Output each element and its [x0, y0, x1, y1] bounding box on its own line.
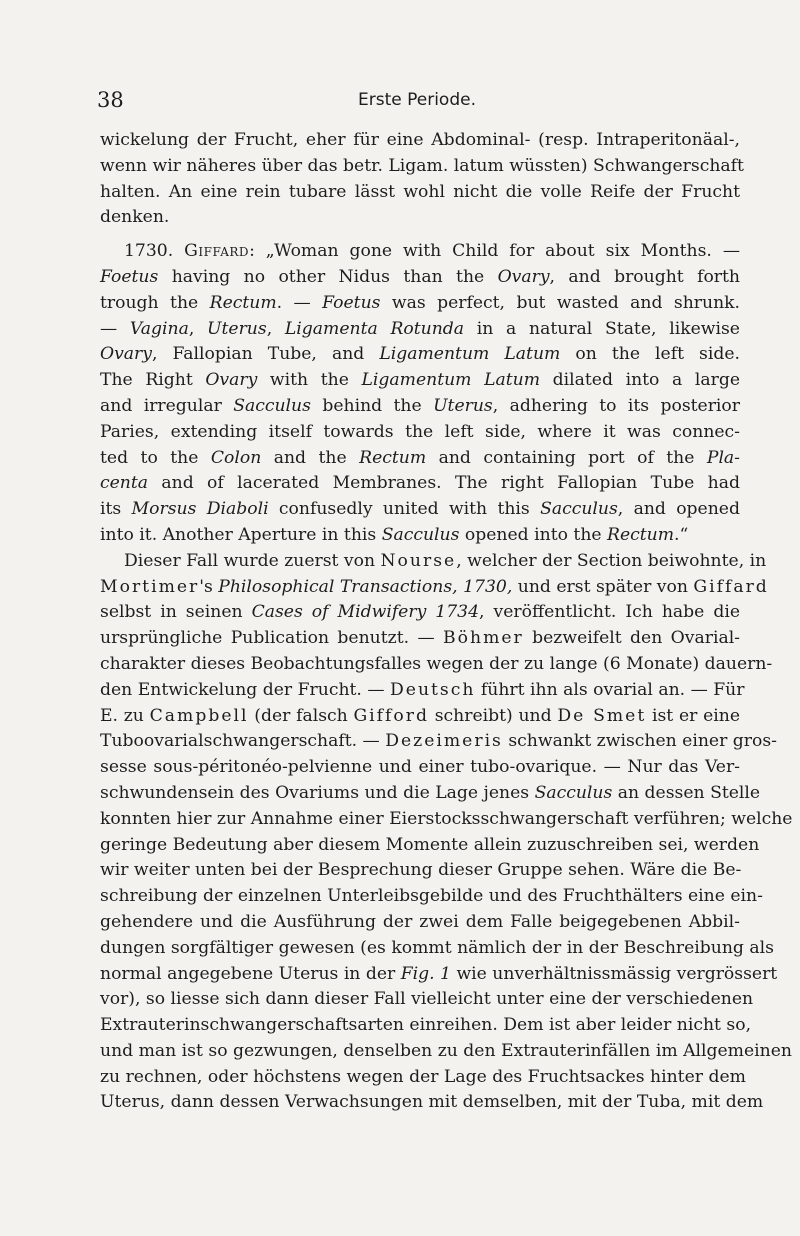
text-line: sesse sous-péritonéo-pelvienne und einer tubo-ovarique. — Nur das Ver- [100, 757, 740, 778]
text-line: selbst in seinen Cases of Midwifery 1734, veröffentlicht. Ich habe die [100, 602, 741, 623]
text-line: schwundensein des Ovariums und die Lage jenes Sacculus an dessen Stelle [100, 782, 761, 803]
text-line: Ovary, Fallopian Tube, and Ligamentum Latum on the left side. [100, 344, 740, 365]
page-header [97, 88, 737, 114]
running-head: Erste Periode. [358, 90, 476, 110]
text-line: wenn wir näheres über das betr. Ligam. latum wüssten) Schwangerschaft [100, 155, 744, 176]
paragraph-1 [100, 128, 744, 231]
text-line: geringe Bedeutung aber diesem Momente allein zuzuschreiben sei, werden [100, 834, 760, 855]
text-line: konnten hier zur Annahme einer Eierstocksschwangerschaft verführen; welche [100, 808, 793, 829]
text-line: trough the Rectum. — Foetus was perfect, but wasted and shrunk. [100, 292, 741, 313]
text-line: E. zu Campbell (der falsch Gifford schreibt) und De Smet ist er eine [100, 705, 740, 726]
text-line: ted to the Colon and the Rectum and containing port of the Pla- [100, 447, 740, 468]
text-line: Extrauterinschwangerschaftsarten einreihen. Dem ist aber leider nicht so, [100, 1015, 752, 1036]
text-line: Paries, extending itself towards the left side, where it was connec- [100, 421, 740, 442]
text-line: into it. Another Aperture in this Sacculus opened into the Rectum.“ [100, 524, 689, 545]
text-line: and irregular Sacculus behind the Uterus, adhering to its posterior [100, 395, 740, 416]
text-line: Foetus having no other Nidus than the Ovary, and brought forth [100, 266, 740, 287]
text-line: The Right Ovary with the Ligamentum Latum dilated into a large [100, 370, 740, 391]
text-line: den Entwickelung der Frucht. — Deutsch führt ihn als ovarial an. — Für [100, 679, 745, 700]
text-line: Tuboovarialschwangerschaft. — Dezeimeris schwankt zwischen einer gros- [100, 731, 777, 752]
paragraph-2-quotation [100, 239, 740, 549]
text-line: normal angegebene Uterus in der Fig. 1 wie unverhältnissmässig vergrössert [100, 963, 778, 984]
text-line: its Morsus Diaboli confusedly united with this Sacculus, and opened [100, 499, 740, 520]
text-line: Dieser Fall wurde zuerst von Nourse, welcher der Section beiwohnte, in [124, 550, 767, 571]
text-line: Mortimer's Philosophical Transactions, 1730, und erst später von Giffard [100, 576, 769, 597]
text-line: Uterus, dann dessen Verwachsungen mit demselben, mit der Tuba, mit dem [100, 1092, 764, 1113]
text-line: — Vagina, Uterus, Ligamenta Rotunda in a natural State, likewise [100, 318, 740, 339]
text-line: wickelung der Frucht, eher für eine Abdominal- (resp. Intraperitonäal-, [100, 130, 740, 150]
text-line: schreibung der einzelnen Unterleibsgebilde und des Fruchthälters eine ein- [100, 886, 763, 907]
page-number: 38 [97, 88, 124, 112]
paragraph-3 [100, 549, 793, 1117]
text-line: vor), so liesse sich dann dieser Fall vielleicht unter eine der verschiedenen [100, 989, 754, 1010]
text-line: 1730. Giffard: „Woman gone with Child for about six Months. — [124, 241, 741, 262]
text-line: gehendere und die Ausführung der zwei dem Falle beigegebenen Abbil- [100, 911, 740, 932]
text-line: zu rechnen, oder höchstens wegen der Lage des Fruchtsackes hinter dem [100, 1066, 746, 1087]
text-line: charakter dieses Beobachtungsfalles wegen der zu lange (6 Monate) dauern- [100, 653, 773, 674]
text-line: denken. [100, 207, 170, 228]
body-text [100, 128, 793, 1116]
text-line: und man ist so gezwungen, denselben zu den Extrauterinfällen im Allgemeinen [100, 1040, 792, 1061]
text-line: dungen sorgfältiger gewesen (es kommt nämlich der in der Beschreibung als [100, 937, 774, 958]
text-line: ursprüngliche Publication benutzt. — Böhmer bezweifelt den Ovarial- [100, 628, 740, 649]
text-line: halten. An eine rein tubare lässt wohl nicht die volle Reife der Frucht [100, 181, 740, 202]
text-line: wir weiter unten bei der Besprechung dieser Gruppe sehen. Wäre die Be- [100, 860, 742, 881]
text-line: centa and of lacerated Membranes. The right Fallopian Tube had [100, 473, 740, 494]
